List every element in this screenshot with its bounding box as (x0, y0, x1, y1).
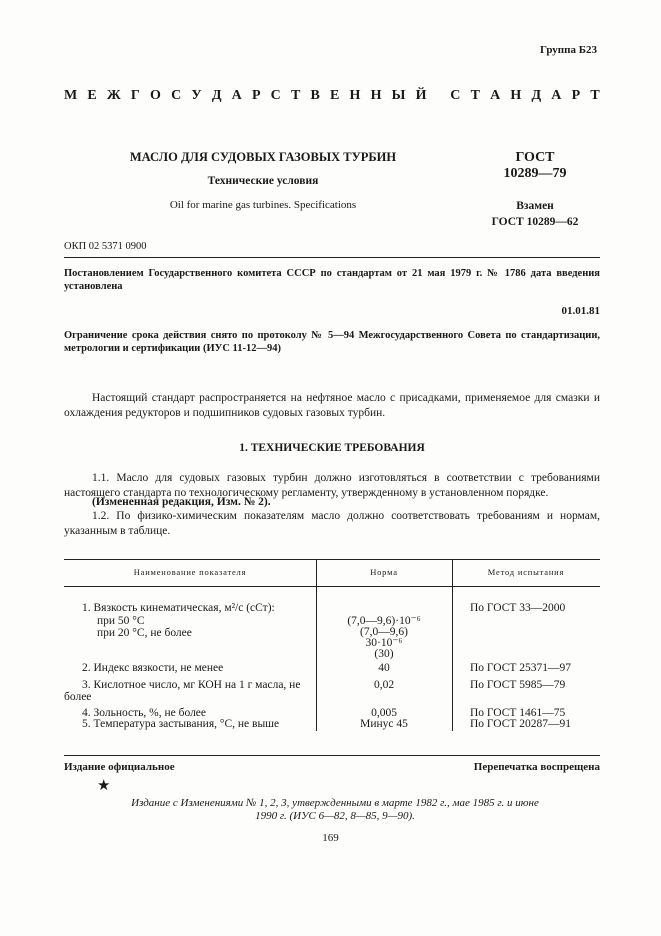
column-divider (452, 559, 453, 731)
banner-letter: Р (251, 88, 261, 103)
banner-letter: Й (415, 88, 427, 103)
banner-letter: С (270, 88, 281, 103)
banner-letter: Д (211, 88, 222, 103)
banner-letter: В (310, 88, 320, 103)
banner-letter: Т (590, 88, 600, 103)
row-2-name: 2. Индекс вязкости, не менее (82, 662, 224, 674)
star-icon: ★ (97, 778, 111, 794)
table-bottom-rule (64, 755, 600, 756)
banner-letter: Г (130, 88, 140, 103)
row-3-name-cont: более (64, 691, 92, 703)
row-1-norm-3: 30·10⁻⁶ (365, 637, 403, 649)
paragraph-1-2: 1.2. По физико-химическим показателям масло должно соответствовать требованиям и нормам, указанным в таблице. (64, 510, 600, 537)
official-edition-label: Издание официальное (64, 761, 175, 773)
banner-letter: Е (330, 88, 340, 103)
banner-letter: Н (370, 88, 382, 103)
row-1-norm-2: (7,0—9,6) (360, 626, 408, 638)
row-1-sub-2: при 20 °С, не более (97, 627, 192, 639)
row-4-method: По ГОСТ 1461—75 (470, 707, 566, 719)
document-subtitle: Технические условия (207, 175, 319, 187)
banner-letter: Н (349, 88, 361, 103)
banner-letter (437, 88, 441, 104)
banner-letter: О (150, 88, 161, 103)
replaces-block: Взамен ГОСТ 10289—62 (491, 200, 579, 228)
banner-letter: М (64, 88, 78, 103)
banner-letter: У (191, 88, 202, 103)
row-3-name: 3. Кислотное число, мг КОН на 1 г масла, не (82, 679, 301, 691)
edition-note: Издание с Изменениями № 1, 2, 3, утвержденными в марте 1982 г., мае 1985 г. и июне 1990 г. (ИУС 6—82, 8—85, 9—90). (131, 797, 539, 822)
row-1-norm-4: (30) (374, 648, 394, 660)
header-norm: Норма (370, 567, 398, 577)
row-2-method: По ГОСТ 25371—97 (470, 662, 572, 674)
banner-letter: Т (290, 88, 301, 103)
reprint-prohibited-label: Перепечатка воспрещена (473, 761, 600, 773)
row-5-norm: Минус 45 (360, 718, 408, 730)
banner-letter: А (490, 88, 501, 103)
decree-text: Постановлением Государственного комитета СССР по стандартам от 21 мая 1979 г. № 1786 дата введения установлена (64, 268, 600, 292)
title-block (108, 150, 418, 211)
banner-letter: Н (510, 88, 522, 103)
banner-letter: Е (87, 88, 97, 103)
intro-paragraph: Настоящий стандарт распространяется на нефтяное масло с присадками, применяемое для смазки и охлаждения редукторов и подшипников судовых газовых турбин. (64, 392, 600, 419)
row-5-name: 5. Температура застывания, °С, не выше (82, 718, 280, 730)
header-method: Метод испытания (487, 567, 565, 577)
gost-number: ГОСТ 10289—79 (503, 150, 567, 181)
header-rule (64, 257, 600, 258)
header-name: Наименование показателя (133, 567, 247, 577)
amendment-note: (Измененная редакция, Изм. № 2). (92, 496, 271, 508)
document-english-title: Oil for marine gas turbines. Specifications (169, 199, 357, 211)
row-4-norm: 0,005 (371, 707, 397, 719)
okp-code: ОКП 02 5371 0900 (64, 241, 147, 252)
row-1-name: 1. Вязкость кинематическая, м²/с (сСт): (82, 602, 275, 614)
banner-letter: С (171, 88, 182, 103)
banner-letter: Д (531, 88, 542, 103)
banner-letter: А (551, 88, 562, 103)
row-1-method: По ГОСТ 33—2000 (470, 602, 566, 614)
banner-letter: Ы (391, 88, 406, 103)
row-2-norm: 40 (378, 662, 390, 674)
effective-date: 01.01.81 (561, 305, 600, 317)
row-5-method: По ГОСТ 20287—91 (470, 718, 572, 730)
limitation-text: Ограничение срока действия снято по протоколу № 5—94 Межгосударственного Совета по стандартизации, метрологии и сертификации (ИУС 11-12—94) (64, 330, 600, 354)
group-code: Группа Б23 (540, 44, 597, 56)
row-1-sub-1: при 50 °С (97, 615, 145, 627)
row-4-name: 4. Зольность, %, не более (82, 707, 207, 719)
properties-table (64, 559, 600, 735)
row-1-norm-1: (7,0—9,6)·10⁻⁶ (347, 615, 421, 627)
row-3-method: По ГОСТ 5985—79 (470, 679, 566, 691)
section-title: 1. ТЕХНИЧЕСКИЕ ТРЕБОВАНИЯ (239, 442, 425, 454)
banner-letter: А (231, 88, 242, 103)
banner-letter: Т (470, 88, 480, 103)
standard-banner (64, 88, 600, 104)
page-number: 169 (322, 832, 339, 844)
document-title: МАСЛО ДЛЯ СУДОВЫХ ГАЗОВЫХ ТУРБИН (129, 150, 397, 164)
banner-letter: Ж (106, 88, 121, 103)
paragraph-1-1: 1.1. Масло для судовых газовых турбин должно изготовляться в соответствии с требованиями настоящего стандарта по технологическому регламенту, утвержденному в установленном порядке. (64, 472, 600, 499)
gost-number-block (470, 150, 600, 230)
banner-letter: Р (571, 88, 581, 103)
row-3-norm: 0,02 (373, 679, 395, 691)
banner-letter: С (450, 88, 461, 103)
